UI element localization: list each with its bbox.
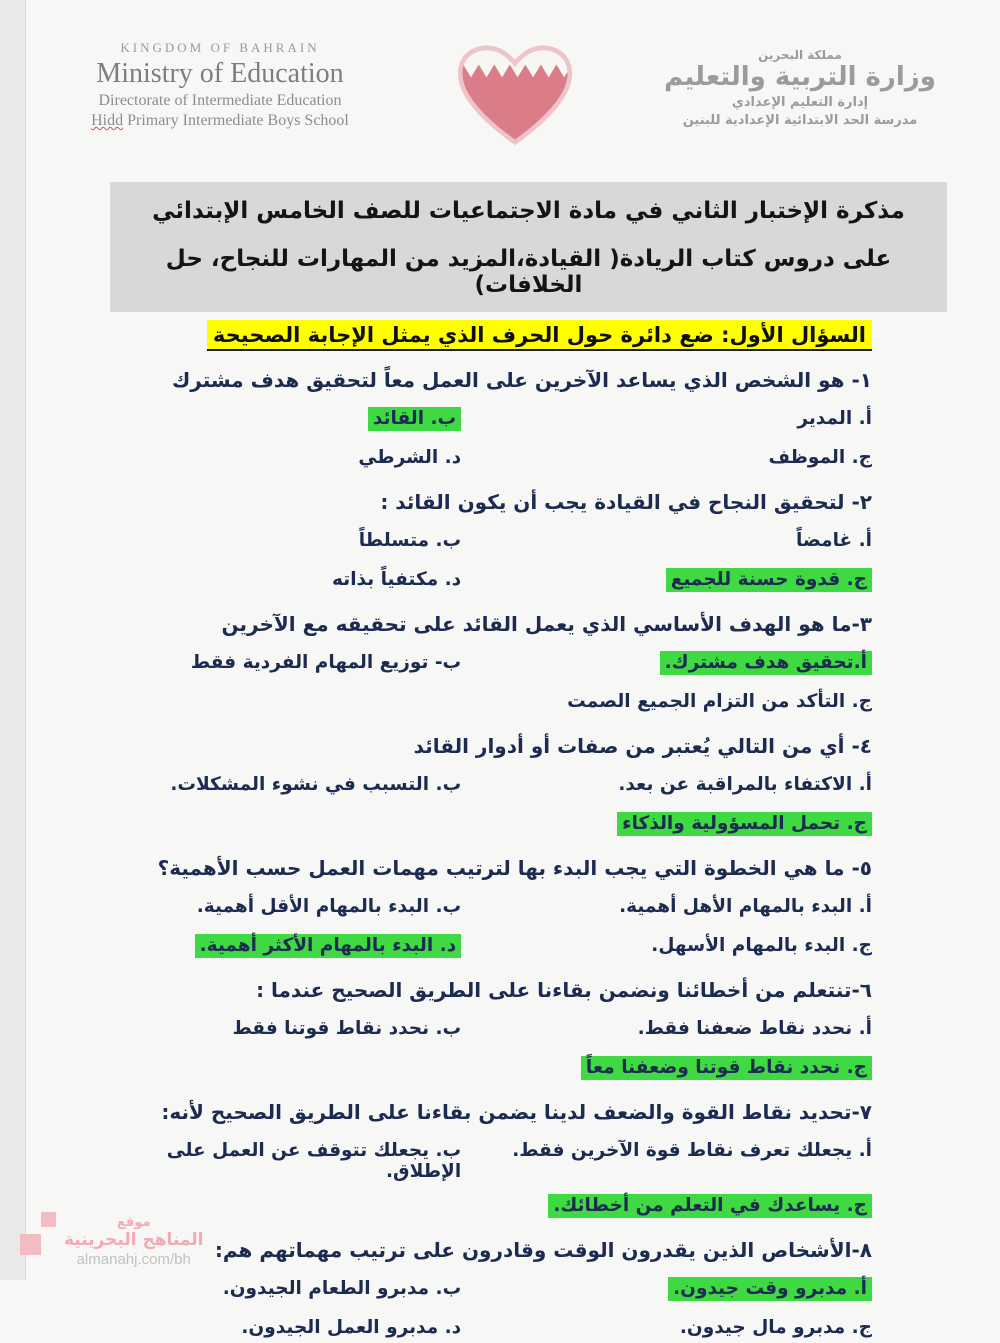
correct-answer-highlight: ج. قدوة حسنة للجميع bbox=[666, 568, 872, 592]
question-text: ٨-الأشخاص الذين يقدرون الوقت وقادرون على ترتيب مهماتهم هم: bbox=[214, 1238, 872, 1262]
ministry-line-ar: وزارة التربية والتعليم bbox=[664, 62, 936, 92]
option-row bbox=[125, 1018, 872, 1044]
correct-answer-highlight: ب. القائد bbox=[368, 407, 461, 431]
option-b: ب- توزيع المهام الفردية فقط bbox=[190, 652, 462, 673]
bahrain-heart-flag-logo bbox=[435, 34, 595, 146]
option-row bbox=[125, 447, 872, 473]
option-a: أ. المدير bbox=[797, 408, 872, 429]
correct-answer-highlight: ج. يساعدك في التعلم من أخطائك. bbox=[548, 1194, 872, 1218]
option-c bbox=[461, 813, 872, 839]
watermark-text bbox=[64, 1215, 203, 1268]
kingdom-line: KINGDOM OF BAHRAIN bbox=[120, 40, 320, 55]
option-a: أ. نحدد نقاط ضعفنا فقط. bbox=[637, 1018, 872, 1039]
option-a: أ. الاكتفاء بالمراقبة عن بعد. bbox=[618, 774, 872, 795]
kingdom-line-ar: مملكة البحرين bbox=[758, 48, 842, 62]
section-heading: السؤال الأول: ضع دائرة حول الحرف الذي يمثل الإجابة الصحيحة bbox=[207, 320, 872, 351]
option-empty bbox=[125, 813, 461, 839]
almanahj-watermark bbox=[20, 1212, 203, 1268]
ministry-line: Ministry of Education bbox=[96, 58, 344, 89]
exam-title-box bbox=[110, 182, 947, 312]
question-text: ٧-تحديد نقاط القوة والضعف لدينا يضمن بقاءنا على الطريق الصحيح لأنه: bbox=[161, 1100, 872, 1124]
correct-answer-highlight: ج. تحمل المسؤولية والذكاء bbox=[617, 812, 872, 836]
option-row bbox=[125, 1195, 872, 1221]
directorate-line: Directorate of Intermediate Education bbox=[98, 92, 342, 109]
question-list bbox=[125, 366, 872, 1343]
school-name-word: Hidd bbox=[91, 112, 124, 129]
question-text: ٥- ما هي الخطوة التي يجب البدء بها لترتيب مهمات العمل حسب الأهمية؟ bbox=[157, 856, 872, 880]
option-a bbox=[461, 652, 872, 678]
question-3 bbox=[125, 610, 872, 717]
option-a bbox=[461, 1278, 872, 1304]
option-row bbox=[125, 1317, 872, 1343]
option-c bbox=[461, 1195, 872, 1221]
correct-answer-highlight: د. البدء بالمهام الأكثر أهمية. bbox=[195, 934, 462, 958]
correct-answer-highlight: أ.تحقيق هدف مشترك. bbox=[660, 651, 872, 675]
directorate-line-ar: إدارة التعليم الإعدادي bbox=[731, 95, 869, 110]
question-text: ١- هو الشخص الذي يساعد الآخرين على العمل معاً لتحقيق هدف مشترك bbox=[171, 368, 872, 392]
option-empty bbox=[125, 691, 461, 717]
letterhead-arabic bbox=[635, 34, 965, 128]
school-line-rest: Primary Intermediate Boys School bbox=[123, 112, 349, 129]
option-b: ب. البدء بالمهام الأقل أهمية. bbox=[196, 896, 462, 917]
option-b: ب. نحدد نقاط قوتنا فقط bbox=[232, 1018, 462, 1039]
question-text: ٣-ما هو الهدف الأساسي الذي يعمل القائد على تحقيقه مع الآخرين bbox=[221, 612, 872, 636]
question-text: ٢- لتحقيق النجاح في القيادة يجب أن يكون القائد : bbox=[380, 490, 872, 514]
option-row bbox=[125, 652, 872, 678]
watermark-url: almanahj.com/bh bbox=[76, 1251, 191, 1268]
question-5 bbox=[125, 854, 872, 961]
watermark-logo-icon bbox=[20, 1212, 56, 1268]
option-c: ج. الموظف bbox=[768, 447, 872, 468]
option-row bbox=[125, 1278, 872, 1304]
option-d: د. مكتفياً بذاته bbox=[332, 569, 462, 590]
option-row bbox=[125, 896, 872, 922]
option-c: ج. التأكد من التزام الجميع الصمت bbox=[567, 691, 872, 712]
correct-answer-highlight: ج. نحدد نقاط قوتنا وضعفنا معاً bbox=[581, 1056, 872, 1080]
exam-title-line2: على دروس كتاب الريادة( القيادة،المزيد من المهارات للنجاح، حل الخلافات) bbox=[165, 246, 892, 298]
option-b: ب. يجعلك تتوقف عن العمل على الإطلاق. bbox=[166, 1140, 462, 1182]
option-b bbox=[125, 408, 461, 434]
question-text: ٤- أي من التالي يُعتبر من صفات أو أدوار القائد bbox=[413, 734, 872, 758]
option-row bbox=[125, 530, 872, 556]
option-d bbox=[125, 935, 461, 961]
school-line-ar: مدرسة الحد الابتدائية الإعدادية للبنين bbox=[682, 113, 918, 128]
option-c: ج. البدء بالمهام الأسهل. bbox=[651, 935, 872, 956]
correct-answer-highlight: أ. مدبرو وقت جيدون. bbox=[668, 1277, 872, 1301]
option-c bbox=[461, 569, 872, 595]
section-heading-row bbox=[45, 320, 910, 351]
question-6 bbox=[125, 976, 872, 1083]
option-c bbox=[461, 1057, 872, 1083]
option-c: ج. مدبرو مال جيدون. bbox=[679, 1317, 872, 1338]
question-8 bbox=[125, 1236, 872, 1343]
option-row bbox=[125, 935, 872, 961]
question-text: ٦-تنتعلم من أخطائنا ونضمن بقاءنا على الطريق الصحيح عندما : bbox=[256, 978, 872, 1002]
option-d: د. الشرطي bbox=[358, 447, 462, 468]
option-a: أ. غامضاً bbox=[795, 530, 872, 551]
watermark-line2: المناهج البحرينية bbox=[64, 1230, 204, 1250]
question-1 bbox=[125, 366, 872, 473]
option-row bbox=[125, 1057, 872, 1083]
option-row bbox=[125, 408, 872, 434]
exam-title-line1: مذكرة الإختبار الثاني في مادة الاجتماعيات للصف الخامس الإبتدائي bbox=[152, 198, 905, 224]
school-line bbox=[45, 112, 395, 130]
question-2 bbox=[125, 488, 872, 595]
watermark-line1: موقع bbox=[116, 1215, 151, 1230]
option-row bbox=[125, 691, 872, 717]
question-7 bbox=[125, 1098, 872, 1221]
letterhead-english bbox=[45, 34, 395, 130]
option-a: أ. البدء بالمهام الأهل أهمية. bbox=[619, 896, 872, 917]
option-row bbox=[125, 813, 872, 839]
option-b: ب. متسلطاً bbox=[358, 530, 462, 551]
letterhead bbox=[45, 0, 965, 146]
question-4 bbox=[125, 732, 872, 839]
option-empty bbox=[125, 1057, 461, 1083]
option-b: ب. مدبرو الطعام الجيدون. bbox=[222, 1278, 462, 1299]
option-row bbox=[125, 774, 872, 800]
option-row bbox=[125, 1140, 872, 1182]
option-b: ب. التسبب في نشوء المشكلات. bbox=[170, 774, 462, 795]
option-a: أ. يجعلك تعرف نقاط قوة الآخرين فقط. bbox=[512, 1140, 872, 1161]
option-d: د. مدبرو العمل الجيدون. bbox=[241, 1317, 462, 1338]
option-row bbox=[125, 569, 872, 595]
